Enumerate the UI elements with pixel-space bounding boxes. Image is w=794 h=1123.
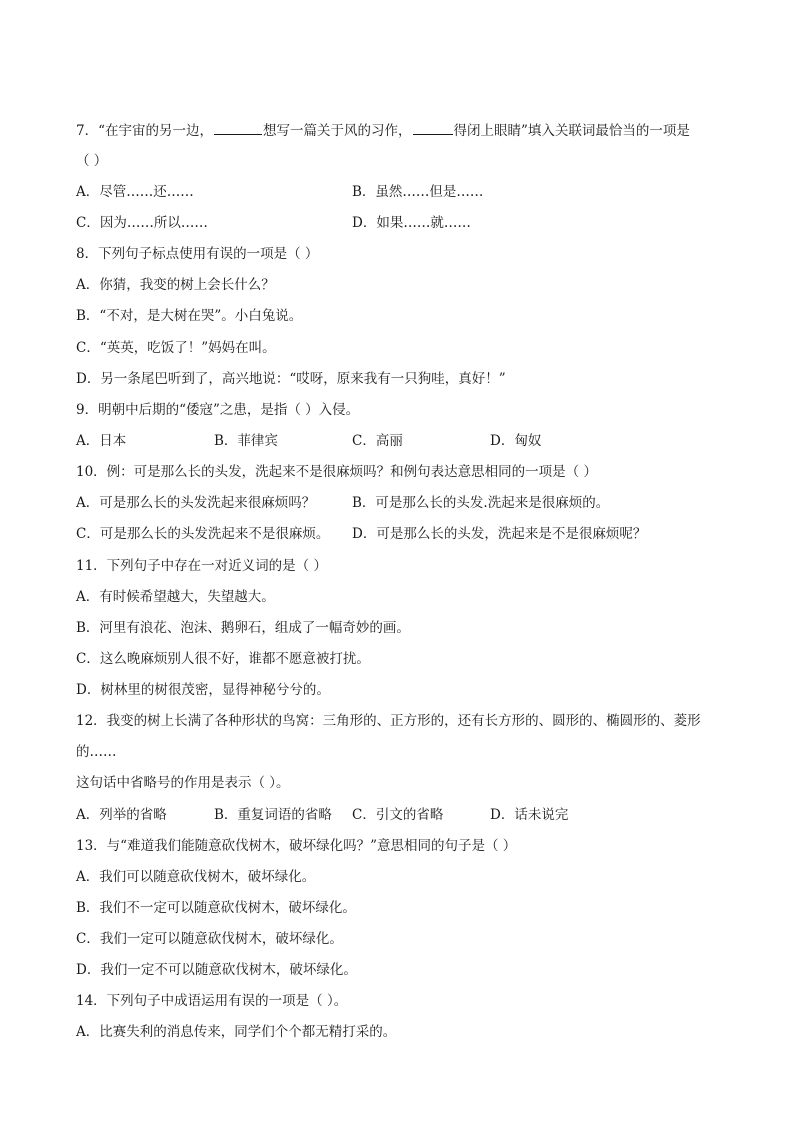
q7-blank-1 — [214, 120, 262, 135]
q7-text-3: 得闭上眼睛”填入关联词最恰当的一项是 — [453, 123, 690, 139]
q8-option-c: C．“英英，吃饭了！”妈妈在叫。 — [76, 340, 276, 356]
q11-option-d: D．树林里的树很茂密，显得神秘兮兮的。 — [76, 682, 330, 698]
q12-option-b: B．重复词语的省略 — [214, 807, 332, 823]
q8-option-d: D．另一条尾巴听到了，高兴地说：“哎呀，原来我有一只狗哇，真好！” — [76, 371, 506, 387]
question-12-stem-line2: 的…… — [76, 744, 117, 760]
question-13-stem: 13．与“难道我们能随意砍伐树木，破坏绿化吗？”意思相同的句子是（ ） — [76, 838, 517, 854]
question-7-stem — [76, 120, 690, 141]
question-11-stem: 11．下列句子中存在一对近义词的是（ ） — [76, 558, 327, 574]
q11-option-b: B．河里有浪花、泡沫、鹅卵石，组成了一幅奇妙的画。 — [76, 620, 410, 636]
q13-option-a: A．我们可以随意砍伐树木，破坏绿化。 — [76, 869, 316, 885]
q9-option-b: B．菲律宾 — [214, 433, 278, 449]
q10-option-a: A．可是那么长的头发洗起来很麻烦吗？ — [76, 495, 316, 511]
q13-option-b: B．我们不一定可以随意砍伐树木，破坏绿化。 — [76, 900, 356, 916]
question-12-stem-line1: 12．我变的树上长满了各种形状的鸟窝：三角形的、正方形的，还有长方形的、圆形的、椭圆形的、菱形 — [76, 713, 701, 729]
q8-option-a: A．你猜，我变的树上会长什么？ — [76, 277, 275, 293]
q9-option-c: C．高丽 — [352, 433, 403, 449]
q7-option-c: C．因为……所以…… — [76, 215, 208, 231]
q10-option-d: D．可是那么长的头发，洗起来是不是很麻烦呢？ — [352, 526, 647, 542]
q7-text-2: 想写一篇关于风的习作， — [263, 123, 412, 139]
question-9-stem: 9．明朝中后期的“倭寇”之患，是指（ ）入侵。 — [76, 402, 360, 418]
q9-option-a: A．日本 — [76, 433, 127, 449]
question-12-stem-line3: 这句话中省略号的作用是表示（ ）。 — [76, 775, 290, 791]
question-10-stem: 10．例：可是那么长的头发，洗起来不是很麻烦吗？和例句表达意思相同的一项是（ ） — [76, 464, 597, 480]
q7-option-b: B．虽然……但是…… — [352, 184, 484, 200]
q11-option-c: C．这么晚麻烦别人很不好，谁都不愿意被打扰。 — [76, 651, 370, 667]
question-8-stem: 8．下列句子标点使用有误的一项是（ ） — [76, 246, 319, 262]
q13-option-c: C．我们一定可以随意砍伐树木，破坏绿化。 — [76, 931, 343, 947]
q7-blank-2 — [413, 120, 453, 135]
q12-option-a: A．列举的省略 — [76, 807, 167, 823]
q10-option-b: B．可是那么长的头发.洗起来是很麻烦的。 — [352, 495, 610, 511]
q8-option-b: B．“不对，是大树在哭”。小白兔说。 — [76, 308, 303, 324]
q12-option-c: C．引文的省略 — [352, 807, 444, 823]
q7-option-d: D．如果……就…… — [352, 215, 471, 231]
q7-option-a: A．尽管……还…… — [76, 184, 194, 200]
question-14-stem: 14．下列句子中成语运用有误的一项是（ ）。 — [76, 993, 348, 1009]
q13-option-d: D．我们一定不可以随意砍伐树木，破坏绿化。 — [76, 962, 357, 978]
q9-option-d: D．匈奴 — [490, 433, 542, 449]
q7-paren: （ ） — [76, 153, 108, 169]
q10-option-c: C．可是那么长的头发洗起来不是很麻烦。 — [76, 526, 330, 542]
q14-option-a: A．比赛失利的消息传来，同学们个个都无精打采的。 — [76, 1024, 397, 1040]
q7-text-1: 7．“在宇宙的另一边， — [76, 123, 213, 139]
q12-option-d: D．话未说完 — [490, 807, 569, 823]
q11-option-a: A．有时候希望越大，失望越大。 — [76, 589, 275, 605]
